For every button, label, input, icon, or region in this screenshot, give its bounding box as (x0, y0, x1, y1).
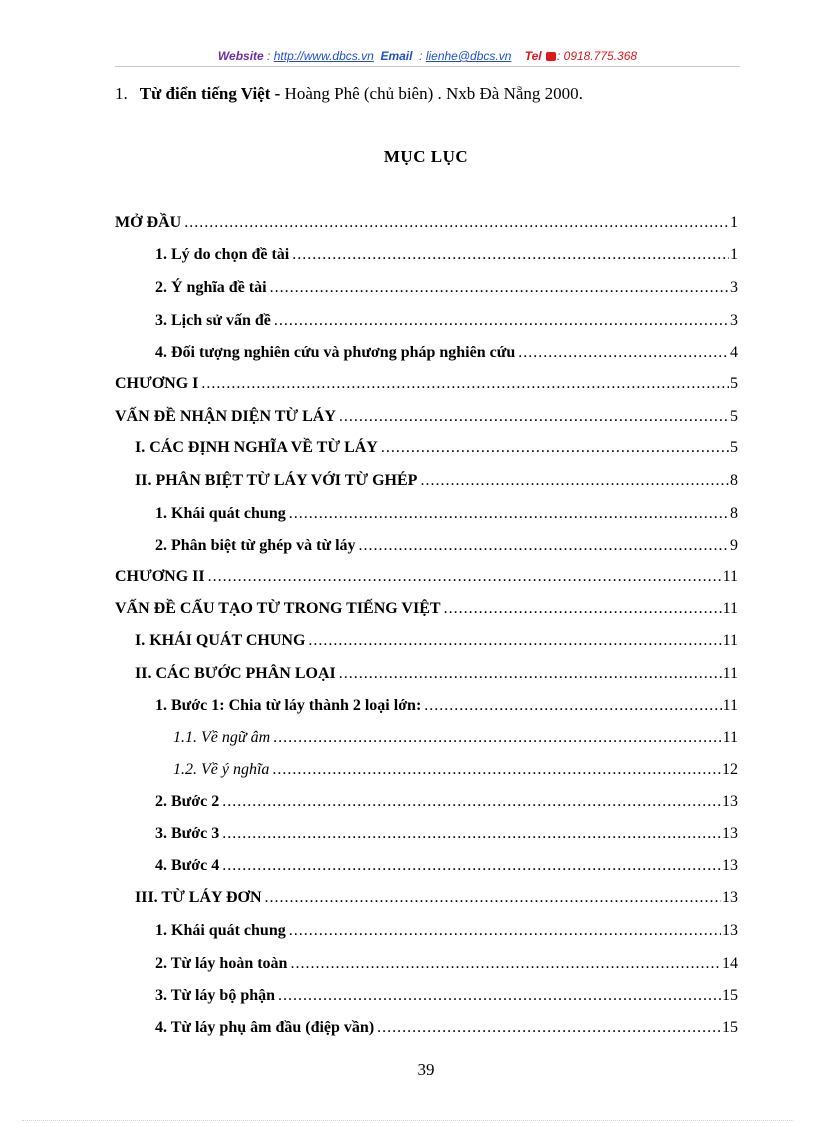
dot-leader (278, 985, 721, 1007)
toc-entry-title: 4. Đối tượng nghiên cứu và phương pháp nghiên cứu (155, 344, 516, 361)
toc-entry[interactable] (135, 437, 738, 459)
toc-entry-page: 3 (730, 279, 738, 296)
toc-entry[interactable] (155, 310, 738, 332)
reference-details: Hoàng Phê (chủ biên) . Nxb Đà Nẵng 2000. (284, 84, 583, 103)
dot-leader (518, 342, 729, 364)
toc-entry-page: 8 (730, 472, 738, 489)
toc-entry[interactable] (135, 470, 738, 492)
dot-leader (272, 759, 721, 781)
toc-entry-page: 5 (730, 375, 738, 392)
toc-entry-page: 11 (722, 697, 738, 714)
toc-entry-title: 2. Từ láy hoàn toàn (155, 955, 288, 972)
toc-entry-title: 1.1. Về ngữ âm (173, 729, 271, 746)
dot-leader (308, 630, 721, 652)
toc-entry[interactable] (155, 244, 738, 266)
toc-entry-title: II. CÁC BƯỚC PHÂN LOẠI (135, 665, 336, 682)
toc-entry-title: MỞ ĐẦU (115, 214, 182, 231)
dot-leader (273, 727, 721, 749)
toc-entry[interactable] (155, 695, 738, 717)
toc-entry-title: 1.2. Về ý nghĩa (173, 761, 270, 778)
phone-number: : 0918.775.368 (556, 49, 638, 63)
toc-entry[interactable] (155, 535, 738, 557)
toc-entry-title: 2. Phân biệt từ ghép và từ láy (155, 537, 356, 554)
toc-entry-title: 2. Bước 2 (155, 793, 220, 810)
toc-entry-page: 12 (722, 761, 738, 778)
toc-entry-title: 1. Lý do chọn đề tài (155, 246, 290, 263)
reference-title: Từ điển tiếng Việt - (139, 84, 281, 103)
email-label: Email (380, 49, 413, 63)
dot-leader (420, 470, 729, 492)
tel-label: Tel (524, 49, 542, 63)
page-bottom-border (22, 1120, 794, 1121)
toc-entry-title: 4. Bước 4 (155, 857, 220, 874)
dot-leader (222, 855, 721, 877)
toc-entry-title: 3. Bước 3 (155, 825, 220, 842)
toc-entry-title: VẤN ĐỀ NHẬN DIỆN TỪ LÁY (115, 408, 336, 425)
toc-entry-title: 2. Ý nghĩa đề tài (155, 279, 267, 296)
toc-entry-title: I. KHÁI QUÁT CHUNG (135, 632, 306, 649)
toc-entry-title: III. TỪ LÁY ĐƠN (135, 889, 262, 906)
page-header: Website : http://www.dbcs.vn Email : lienhe@dbcs.vn Tel : 0918.775.368 (217, 49, 638, 63)
dot-leader (222, 791, 721, 813)
dot-leader (444, 598, 722, 620)
dot-leader (381, 437, 729, 459)
dot-leader (289, 503, 729, 525)
toc-entry[interactable] (155, 855, 738, 877)
toc-entry-page: 15 (722, 987, 738, 1004)
toc-entry[interactable] (115, 598, 738, 620)
email-link[interactable]: lienhe@dbcs.vn (425, 49, 512, 63)
toc-entry[interactable] (115, 566, 738, 588)
toc-entry-page: 11 (722, 729, 738, 746)
toc-entry[interactable] (173, 759, 738, 781)
toc-entry-title: II. PHÂN BIỆT TỪ LÁY VỚI TỪ GHÉP (135, 472, 418, 489)
toc-entry-page: 1 (730, 214, 738, 231)
toc-entry-page: 8 (730, 505, 738, 522)
toc-entry-page: 5 (730, 408, 738, 425)
toc-entry-page: 4 (730, 344, 738, 361)
toc-entry[interactable] (155, 277, 738, 299)
reference-number: 1. (115, 84, 128, 103)
dot-leader (377, 1017, 721, 1039)
toc-entry-page: 13 (722, 857, 738, 874)
toc-entry-title: CHƯƠNG I (115, 375, 199, 392)
dot-leader (339, 663, 722, 685)
toc-entry-page: 13 (722, 793, 738, 810)
toc-entry-page: 14 (722, 955, 738, 972)
toc-entry[interactable] (173, 727, 738, 749)
toc-entry[interactable] (135, 887, 738, 909)
toc-entry-title: 1. Khái quát chung (155, 922, 286, 939)
dot-leader (265, 887, 721, 909)
dot-leader (292, 244, 729, 266)
toc-entry-page: 13 (722, 889, 738, 906)
page-number: 39 (417, 1060, 435, 1079)
toc-entry[interactable] (155, 342, 738, 364)
toc-entry[interactable] (155, 823, 738, 845)
toc-entry-page: 9 (730, 537, 738, 554)
toc-entry[interactable] (115, 212, 738, 234)
toc-entry[interactable] (115, 373, 738, 395)
website-label: Website (217, 49, 264, 63)
toc-entry[interactable] (155, 503, 738, 525)
toc-entry-page: 11 (722, 568, 738, 585)
toc-entry-page: 11 (722, 665, 738, 682)
toc-entry[interactable] (155, 1017, 738, 1039)
dot-leader (274, 310, 729, 332)
website-link[interactable]: http://www.dbcs.vn (273, 49, 374, 63)
toc-entry-page: 13 (722, 922, 738, 939)
toc-entry-page: 11 (722, 600, 738, 617)
toc-entry[interactable] (135, 630, 738, 652)
toc-entry[interactable] (135, 663, 738, 685)
toc-entry-page: 15 (722, 1019, 738, 1036)
dot-leader (424, 695, 721, 717)
dot-leader (289, 920, 721, 942)
toc-entry-page: 1 (730, 246, 738, 263)
toc-entry-title: 1. Khái quát chung (155, 505, 286, 522)
toc-entry-title: 3. Lịch sử vấn đề (155, 312, 271, 329)
toc-entry-page: 13 (722, 825, 738, 842)
dot-leader (208, 566, 722, 588)
dot-leader (359, 535, 729, 557)
toc-entry[interactable] (155, 920, 738, 942)
toc-entry-title: 4. Từ láy phụ âm đầu (điệp vần) (155, 1019, 375, 1036)
dot-leader (184, 212, 729, 234)
toc-entry[interactable] (155, 985, 738, 1007)
toc-entry-title: 3. Từ láy bộ phận (155, 987, 276, 1004)
dot-leader (222, 823, 721, 845)
toc-entry[interactable] (155, 953, 738, 975)
toc-entry-title: CHƯƠNG II (115, 568, 205, 585)
toc-title: MỤC LỤC (383, 147, 469, 166)
toc-entry-page: 11 (722, 632, 738, 649)
toc-entry-page: 5 (730, 439, 738, 456)
toc-entry[interactable] (155, 791, 738, 813)
dot-leader (201, 373, 729, 395)
toc-entry-page: 3 (730, 312, 738, 329)
toc-entry-title: 1. Bước 1: Chia từ láy thành 2 loại lớn: (155, 697, 422, 714)
toc-entry[interactable] (115, 406, 738, 428)
dot-leader (270, 277, 729, 299)
dot-leader (290, 953, 721, 975)
toc-entry-title: I. CÁC ĐỊNH NGHĨA VỀ TỪ LÁY (135, 439, 378, 456)
toc-entry-title: VẤN ĐỀ CẤU TẠO TỪ TRONG TIẾNG VIỆT (115, 600, 441, 617)
dot-leader (339, 406, 729, 428)
